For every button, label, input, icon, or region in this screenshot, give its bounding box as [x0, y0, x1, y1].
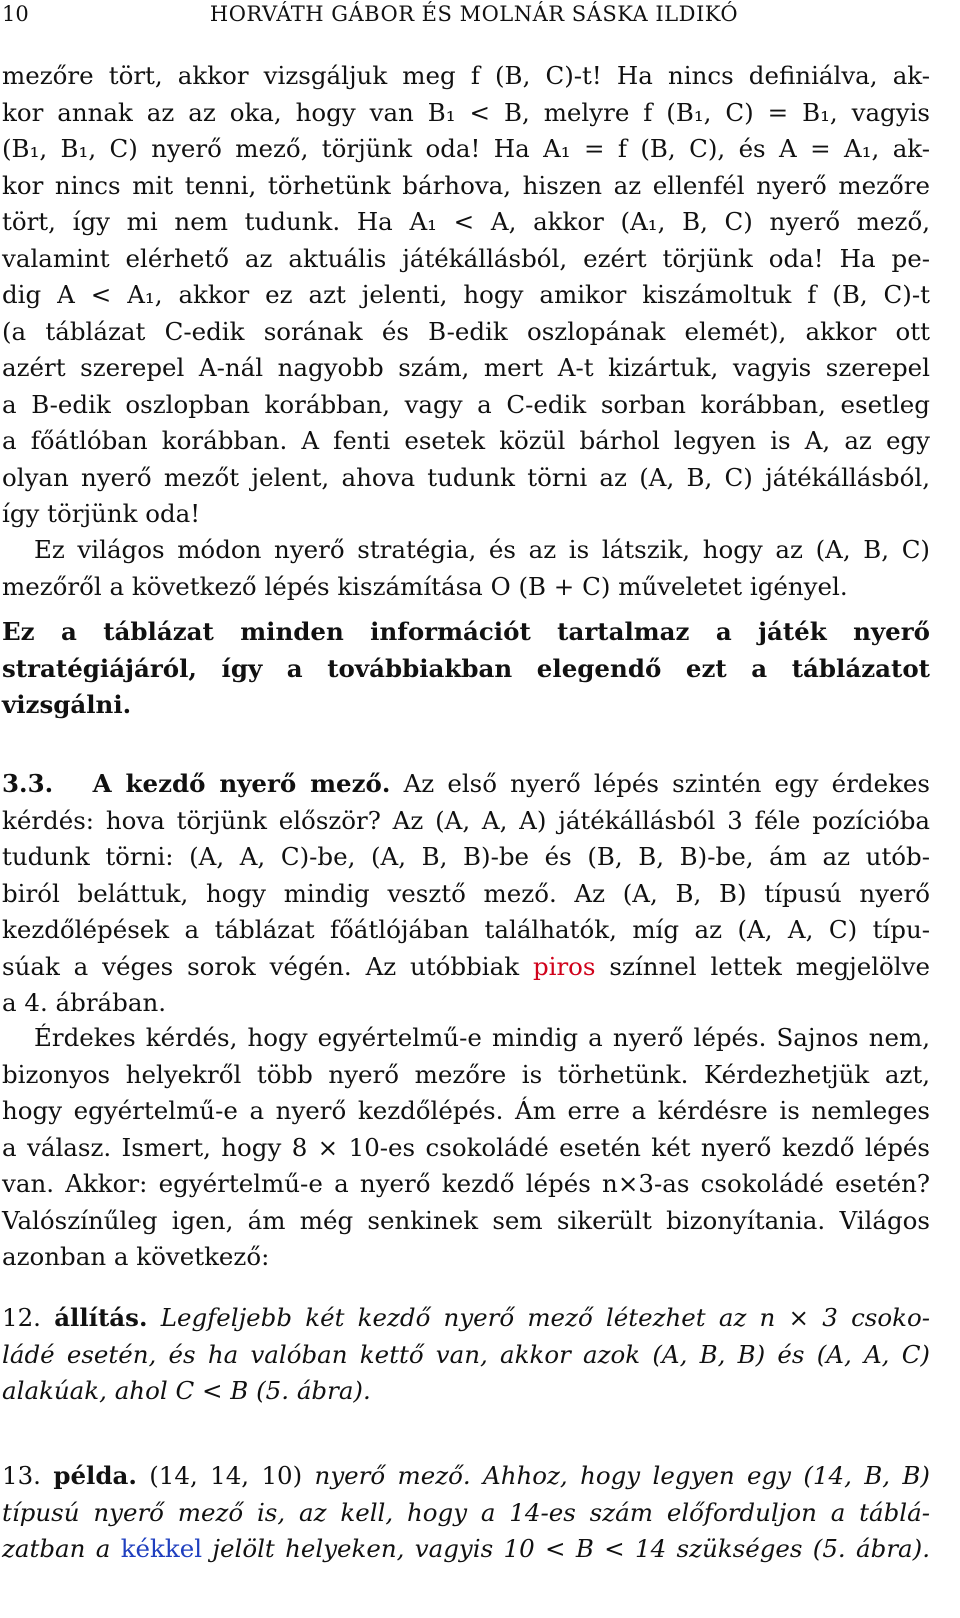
text-line: a válasz. Ismert, hogy 8 × 10-es csokoládé esetén két nyerő kezdő lépés	[2, 1132, 930, 1162]
text-line: stratégiájáról, így a továbbiakban elegendő ezt a táblázatot	[2, 653, 930, 683]
text-line: dig A < A₁, akkor ez azt jelenti, hogy amikor kiszámoltuk f (B, C)-t	[2, 280, 930, 309]
text-span: jelölt helyeken, vagyis 10 < B < 14 szükséges (5. ábra).	[212, 1534, 930, 1563]
running-title: HORVÁTH GÁBOR ÉS MOLNÁR SÁSKA ILDIKÓ	[209, 2, 739, 26]
text-line: kor annak az az oka, hogy van B₁ < B, melyre f (B₁, C) = B₁, vagyis	[2, 97, 930, 127]
text-line: a 4. ábrában.	[2, 988, 167, 1017]
text-line: alakúak, ahol C < B (5. ábra).	[2, 1376, 371, 1405]
blue-highlight-word: kékkel	[120, 1534, 203, 1563]
text-span: Az első nyerő lépés szintén egy érdekes	[403, 769, 930, 798]
text-line: olyan nyerő mezőt jelent, ahova tudunk törni az (A, B, C) játékállásból,	[2, 462, 930, 492]
text-line: Valószínűleg igen, ám még senkinek sem sikerült bizonyítania. Világos	[2, 1205, 930, 1235]
text-line: kezdőlépések a táblázat főátlójában találhatók, míg az (A, A, C) típu-	[2, 915, 930, 944]
text-line: Ez a táblázat minden információt tartalmaz a játék nyerő	[2, 617, 930, 646]
text-span: (14, 14, 10)	[149, 1461, 303, 1490]
example-heading-line	[2, 1458, 930, 1495]
text-line: valamint elérhető az aktuális játékállásból, ezért törjünk oda! Ha pe-	[2, 243, 930, 273]
example-label: példa.	[53, 1461, 137, 1490]
text-line: hogy egyértelmű-e a nyerő kezdőlépés. Ám erre a kérdésre is nemleges	[2, 1096, 930, 1125]
text-line: így törjünk oda!	[2, 499, 201, 528]
text-line: azért szerepel A-nál nagyobb szám, mert A-t kizártuk, vagyis szerepel	[2, 353, 930, 382]
text-span: színnel lettek megjelölve	[609, 951, 930, 981]
text-line	[2, 949, 930, 986]
text-line: vizsgálni.	[2, 690, 132, 719]
text-span: súak a véges sorok végén. Az utóbbiak	[2, 951, 520, 981]
text-line: tört, így mi nem tudunk. Ha A₁ < A, akkor (A₁, B, C) nyerő mező,	[2, 207, 930, 236]
claim-heading-line	[2, 1300, 930, 1337]
example-13	[2, 1458, 930, 1568]
text-line: a főátlóban korábban. A fenti esetek közül bárhol legyen is A, az egy	[2, 426, 930, 455]
text-line: (B₁, B₁, C) nyerő mező, törjünk oda! Ha A₁ = f (B, C), és A = A₁, ak-	[2, 134, 930, 163]
text-line: kor nincs mit tenni, törhetünk bárhova, hiszen az ellenfél nyerő mezőre	[2, 170, 930, 200]
paragraph-1	[2, 58, 930, 533]
text-line: ládé esetén, és ha valóban kettő van, akkor azok (A, B, B) és (A, A, C)	[2, 1339, 930, 1369]
text-line: mezőről a következő lépés kiszámítása O (B + C) műveletet igényel.	[2, 571, 848, 601]
page-header	[2, 2, 946, 30]
text-line: biról beláttuk, hogy mindig vesztő mező. Az (A, B, B) típusú nyerő	[2, 878, 930, 908]
section-3-3	[2, 766, 930, 1022]
text-line: típusú nyerő mező is, az kell, hogy a 14-es szám előforduljon a táblá-	[2, 1497, 930, 1527]
text-line: van. Akkor: egyértelmű-e a nyerő kezdő lépés n×3-as csokoládé esetén?	[2, 1169, 930, 1198]
text-line: mezőre tört, akkor vizsgáljuk meg f (B, C)-t! Ha nincs definiálva, ak-	[2, 61, 930, 90]
section-title: A kezdő nyerő mező.	[92, 769, 391, 798]
example-number: 13.	[2, 1461, 41, 1490]
page-number: 10	[2, 2, 29, 26]
red-highlight-word: piros	[532, 951, 596, 981]
text-span: zatban a	[2, 1534, 111, 1563]
text-line: kérdés: hova törjünk először? Az (A, A, A) játékállásból 3 féle pozícióba	[2, 805, 930, 835]
paragraph-2	[2, 532, 930, 605]
text-line: tudunk törni: (A, A, C)-be, (A, B, B)-be és (B, B, B)-be, ám az utób-	[2, 842, 930, 871]
text-line: Ez világos módon nyerő stratégia, és az is látszik, hogy az (A, B, C)	[34, 535, 930, 564]
claim-12	[2, 1300, 930, 1410]
text-line	[2, 1531, 930, 1568]
bold-statement	[2, 614, 930, 724]
text-span: Legfeljebb két kezdő nyerő mező létezhet az n × 3 csoko-	[160, 1303, 930, 1332]
text-line: a B-edik oszlopban korábban, vagy a C-edik sorban korábban, esetleg	[2, 389, 930, 419]
text-line: Érdekes kérdés, hogy egyértelmű-e mindig a nyerő lépés. Sajnos nem,	[34, 1023, 930, 1052]
claim-label: állítás.	[54, 1303, 148, 1332]
text-line: azonban a következő:	[2, 1242, 270, 1271]
section-number: 3.3.	[2, 769, 54, 798]
text-span: nyerő mező. Ahhoz, hogy legyen egy (14, B, B)	[314, 1461, 930, 1490]
paragraph-3	[2, 1020, 930, 1276]
text-line: (a táblázat C-edik sorának és B-edik oszlopának elemét), akkor ott	[2, 316, 930, 346]
claim-number: 12.	[2, 1303, 41, 1332]
section-heading-line	[2, 766, 930, 803]
text-line: bizonyos helyekről több nyerő mezőre is törhetünk. Kérdezhetjük azt,	[2, 1059, 930, 1089]
